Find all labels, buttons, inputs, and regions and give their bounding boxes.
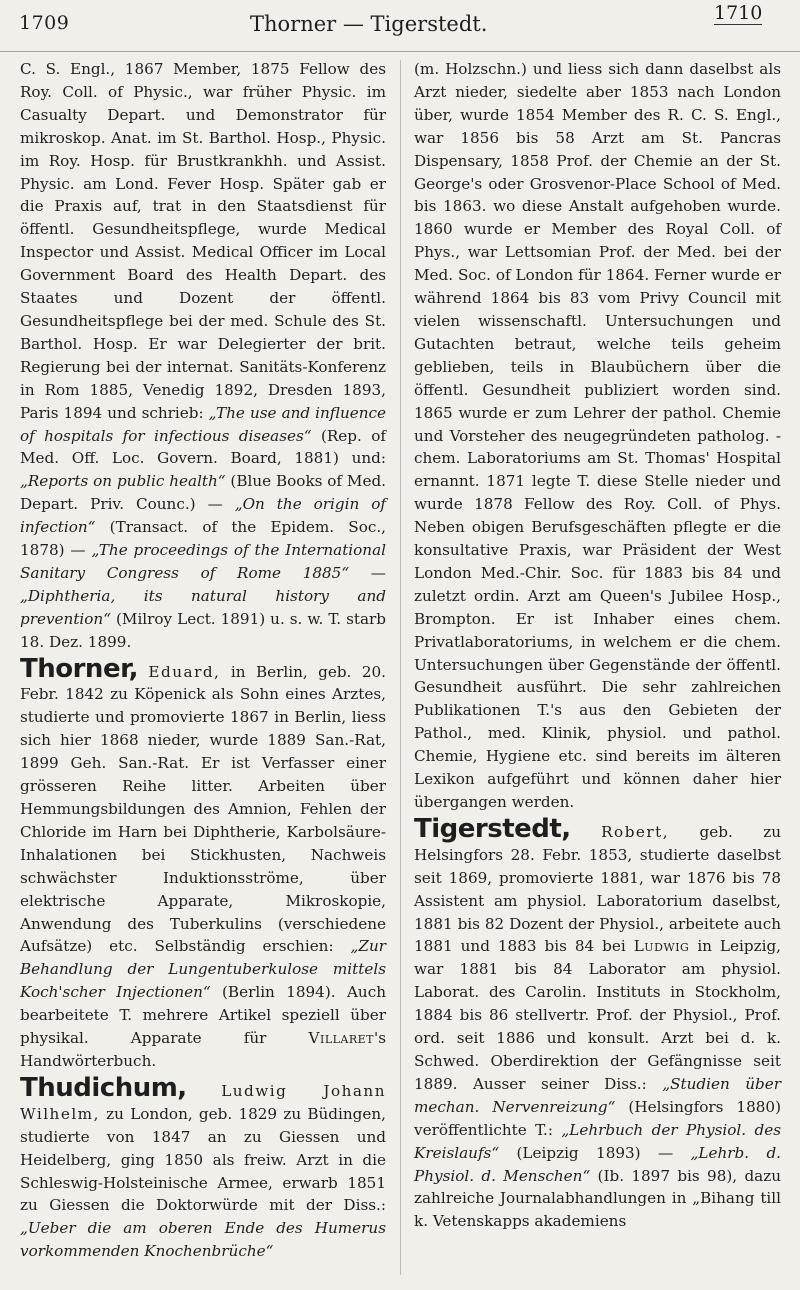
given-name-thorner: Eduard, xyxy=(148,662,221,681)
running-title: Thorner — Tigerstedt. xyxy=(250,12,488,36)
headword-thudichum: Thudichum, xyxy=(20,1072,187,1103)
entry-continuation-previous: C. S. Engl., 1867 Member, 1875 Fellow des Roy. Coll. of Physic., war früher Physic. im Casualty Depart. und Demonstrator für mikroskop. Anat. im St. Barthol. Hosp., Physic. im Roy. Hosp. für Brustkrankhh. und Assist. Physic. am Lond. Fever Hosp. Später gab er die Praxis auf, trat in den Staatsdienst für öffentl. Gesundheitspflege, wurde Medical Inspector und Assist. Medical Officer im Local Government Board des Health Depart. des Staates und Dozent der öffentl. Gesundheitspflege bei der med. Schule des St. Barthol. Hosp. Er war Delegierter der brit. Regierung bei der internat. Sanitäts-Konferenz in Rom 1885, Venedig 1892, Dresden 1893, Paris 1894 und schrieb: „The use and influence of hospitals for infectious diseases“ (Rep. of Med. Off. Loc. Govern. Board, 1881) und: „Reports on public health“ (Blue Books of Med. Depart. Priv. Counc.) — „On the origin of infection“ (Transact. of the Epidem. Soc., 1878) — „The proceedings of the International Sanitary Congress of Rome 1885“ — „Diphtheria, its natural history and prevention“ (Milroy Lect. 1891) u. s. w. T. starb 18. Dez. 1899. xyxy=(20,60,386,651)
given-name-tigerstedt: Robert, xyxy=(601,822,670,841)
left-page-number: 1709 xyxy=(19,12,70,34)
given-name-thudichum: Ludwig Johann Wilhelm, xyxy=(20,1081,386,1123)
page-header xyxy=(0,0,800,52)
left-column xyxy=(20,58,386,1263)
headword-thorner: Thorner, xyxy=(20,653,138,684)
entry-thorner: Thorner, Eduard, in Berlin, geb. 20. Febr. 1842 zu Köpenick als Sohn eines Arztes, studierte und promovierte 1867 in Berlin, liess sich hier 1868 nieder, wurde 1889 San.-Rat, 1899 Geh. San.-Rat. Er ist Verfasser einer grösseren Reihe litter. Arbeiten über Hemmungsbildungen des Amnion, Fehlen der Chloride im Harn bei Diphtherie, Karbolsäure-Inhalationen bei Stickhusten, Nachweis schwächster Induktionsströme, über elektrische Apparate, Mikroskopie, Anwendung des Tuberkulins (verschiedene Aufsätze) etc. Selbständig erschien: „Zur Behandlung der Lungentuberkulose mittels Koch'scher Injectionen“ (Berlin 1894). Auch bearbeitete T. mehrere Artikel speziell über physikal. Apparate für Villaret's Handwörterbuch. xyxy=(20,653,386,1070)
headword-tigerstedt: Tigerstedt, xyxy=(414,813,571,844)
header-rule xyxy=(0,51,800,52)
entry-thudichum-continued: (m. Holzschn.) und liess sich dann daselbst als Arzt nieder, siedelte aber 1853 nach London über, wurde 1854 Member des R. C. S. Engl., war 1856 bis 58 Arzt am St. Pancras Dispensary, 1858 Prof. der Chemie an der St. George's oder Grosvenor-Place School of Med. bis 1863. wo diese Anstalt aufgehoben wurde. 1860 wurde er Member des Royal Coll. of Phys., war Lettsomian Prof. der Med. bei der Med. Soc. of London für 1864. Ferner wurde er während 1864 bis 83 vom Privy Council mit vielen wissenschaftl. Untersuchungen und Gutachten betraut, welche teils geheim geblieben, teils in Blaubüchern über die öffentl. Gesundheit publiziert worden sind. 1865 wurde er zum Lehrer der pathol. Chemie und Vorsteher des neugegründeten patholog. - chem. Laboratoriums am St. Thomas' Hospital ernannt. 1871 legte T. diese Stelle nieder und wurde 1878 Fellow des Roy. Coll. of Phys. Neben obigen Berufsgeschäften pflegte er die konsultative Praxis, war Präsident der West London Med.-Chir. Soc. für 1883 bis 84 und zuletzt ordin. Arzt am Queen's Jubilee Hosp., Brompton. Er ist Inhaber eines chem. Privatlaboratoriums, in welchem er die chem. Untersuchungen über Gegenstände der öffentl. Gesundheit ausführt. Die sehr zahlreichen Publikationen T.'s aus den Gebieten der Pathol., med. Klinik, physiol. und pathol. Chemie, Hygiene etc. sind bereits im älteren Lexikon aufgeführt und können daher hier übergangen werden. xyxy=(414,60,781,811)
entry-thudichum: Thudichum, Ludwig Johann Wilhelm, zu London, geb. 1829 zu Büdingen, studierte von 1847 an zu Giessen und Heidelberg, ging 1850 als freiw. Arzt in die Schleswig-Holsteinische Armee, erwarb 1851 zu Giessen die Doktorwürde mit der Diss.: „Ueber die am oberen Ende des Humerus vorkommenden Knochenbrüche“ xyxy=(20,1072,386,1261)
column-divider xyxy=(400,60,401,1275)
right-column xyxy=(414,58,781,1233)
right-page-number: 1710 xyxy=(714,2,763,24)
entry-tigerstedt: Tigerstedt, Robert, geb. zu Helsingfors 28. Febr. 1853, studierte daselbst seit 1869, promovierte 1881, war 1876 bis 78 Assistent am physiol. Laboratorium daselbst, 1881 bis 82 Dozent der Physiol., arbeitete auch 1881 und 1883 bis 84 bei Ludwig in Leipzig, war 1881 bis 84 Laborator am physiol. Laborat. des Carolin. Instituts in Stockholm, 1884 bis 86 stellvertr. Prof. der Physiol., Prof. ord. seit 1886 und konsult. Arzt bei d. k. Schwed. Oberdirektion der Gefängnisse seit 1889. Ausser seiner Diss.: „Studien über mechan. Nervenreizung“ (Helsingfors 1880) veröffentlichte T.: „Lehrbuch der Physiol. des Kreislaufs“ (Leipzig 1893) — „Lehrb. d. Physiol. d. Menschen“ (Ib. 1897 bis 98), dazu zahlreiche Journalabhandlungen in „Bihang till k. Vetenskapps akademiens xyxy=(414,813,782,1231)
